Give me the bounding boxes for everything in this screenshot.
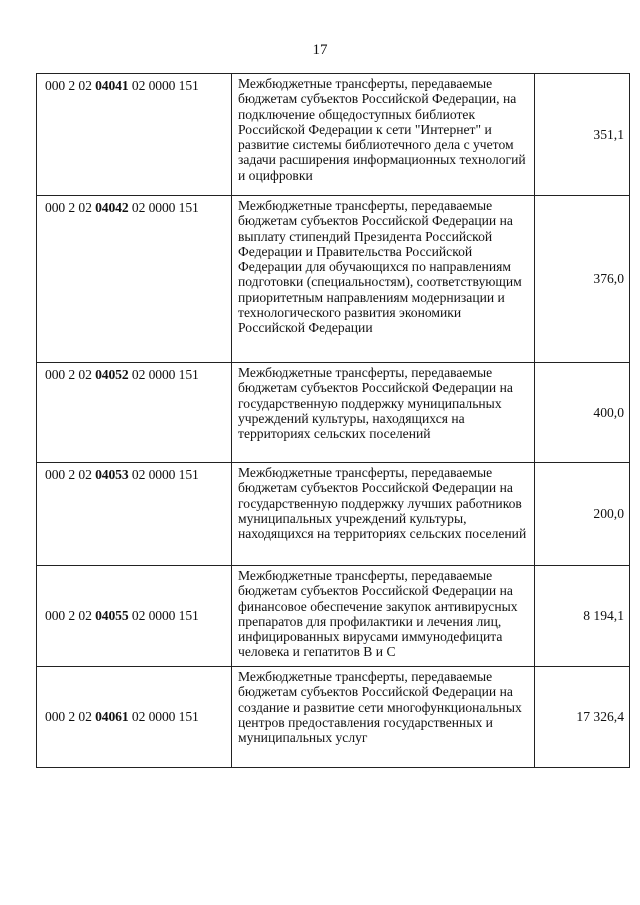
row-amount: 376,0	[535, 196, 630, 363]
row-description: Межбюджетные трансферты, передаваемые бюджетам субъектов Российской Федерации на финансовое обеспечение закупок антивирусных препаратов для профилактики и лечения лиц, инфицированных вирусами иммунодефицита человека и гепатитов В и С	[232, 566, 535, 667]
row-description: Межбюджетные трансферты, передаваемые бюджетам субъектов Российской Федерации на государственную поддержку муниципальных учреждений культуры, находящихся на территориях сельских поселений	[232, 363, 535, 463]
table-row	[37, 463, 630, 566]
row-amount: 400,0	[535, 363, 630, 463]
row-amount: 200,0	[535, 463, 630, 566]
row-description: Межбюджетные трансферты, передаваемые бюджетам субъектов Российской Федерации на государственную поддержку лучших работников муниципальных учреждений культуры, находящихся на территориях сельских поселений	[232, 463, 535, 566]
table-row	[37, 196, 630, 363]
row-amount: 17 326,4	[535, 667, 630, 768]
table-row	[37, 363, 630, 463]
table-row	[37, 566, 630, 667]
row-amount: 8 194,1	[535, 566, 630, 667]
row-description: Межбюджетные трансферты, передаваемые бюджетам субъектов Российской Федерации на выплату стипендий Президента Российской Федерации и Правительства Российской Федерации для обучающихся по направлениям подготовки (специальностям), соответствующим приоритетным направлениям модернизации и технологического развития экономики Российской Федерации	[232, 196, 535, 363]
budget-code: 000 2 02 04041 02 0000 151	[37, 74, 232, 196]
table-row	[37, 667, 630, 768]
budget-code: 000 2 02 04055 02 0000 151	[37, 566, 232, 667]
row-amount: 351,1	[535, 74, 630, 196]
row-description: Межбюджетные трансферты, передаваемые бюджетам субъектов Российской Федерации, на подключение общедоступных библиотек Российской Федерации к сети "Интернет" и развитие системы библиотечного дела с учетом задачи расширения информационных технологий и оцифровки	[232, 74, 535, 196]
page-number: 17	[312, 42, 328, 58]
budget-code: 000 2 02 04053 02 0000 151	[37, 463, 232, 566]
budget-code: 000 2 02 04061 02 0000 151	[37, 667, 232, 768]
budget-code: 000 2 02 04042 02 0000 151	[37, 196, 232, 363]
row-description: Межбюджетные трансферты, передаваемые бюджетам субъектов Российской Федерации на создание и развитие сети многофункциональных центров предоставления государственных и муниципальных услуг	[232, 667, 535, 768]
budget-code: 000 2 02 04052 02 0000 151	[37, 363, 232, 463]
table-row	[37, 74, 630, 196]
budget-table	[36, 73, 630, 768]
